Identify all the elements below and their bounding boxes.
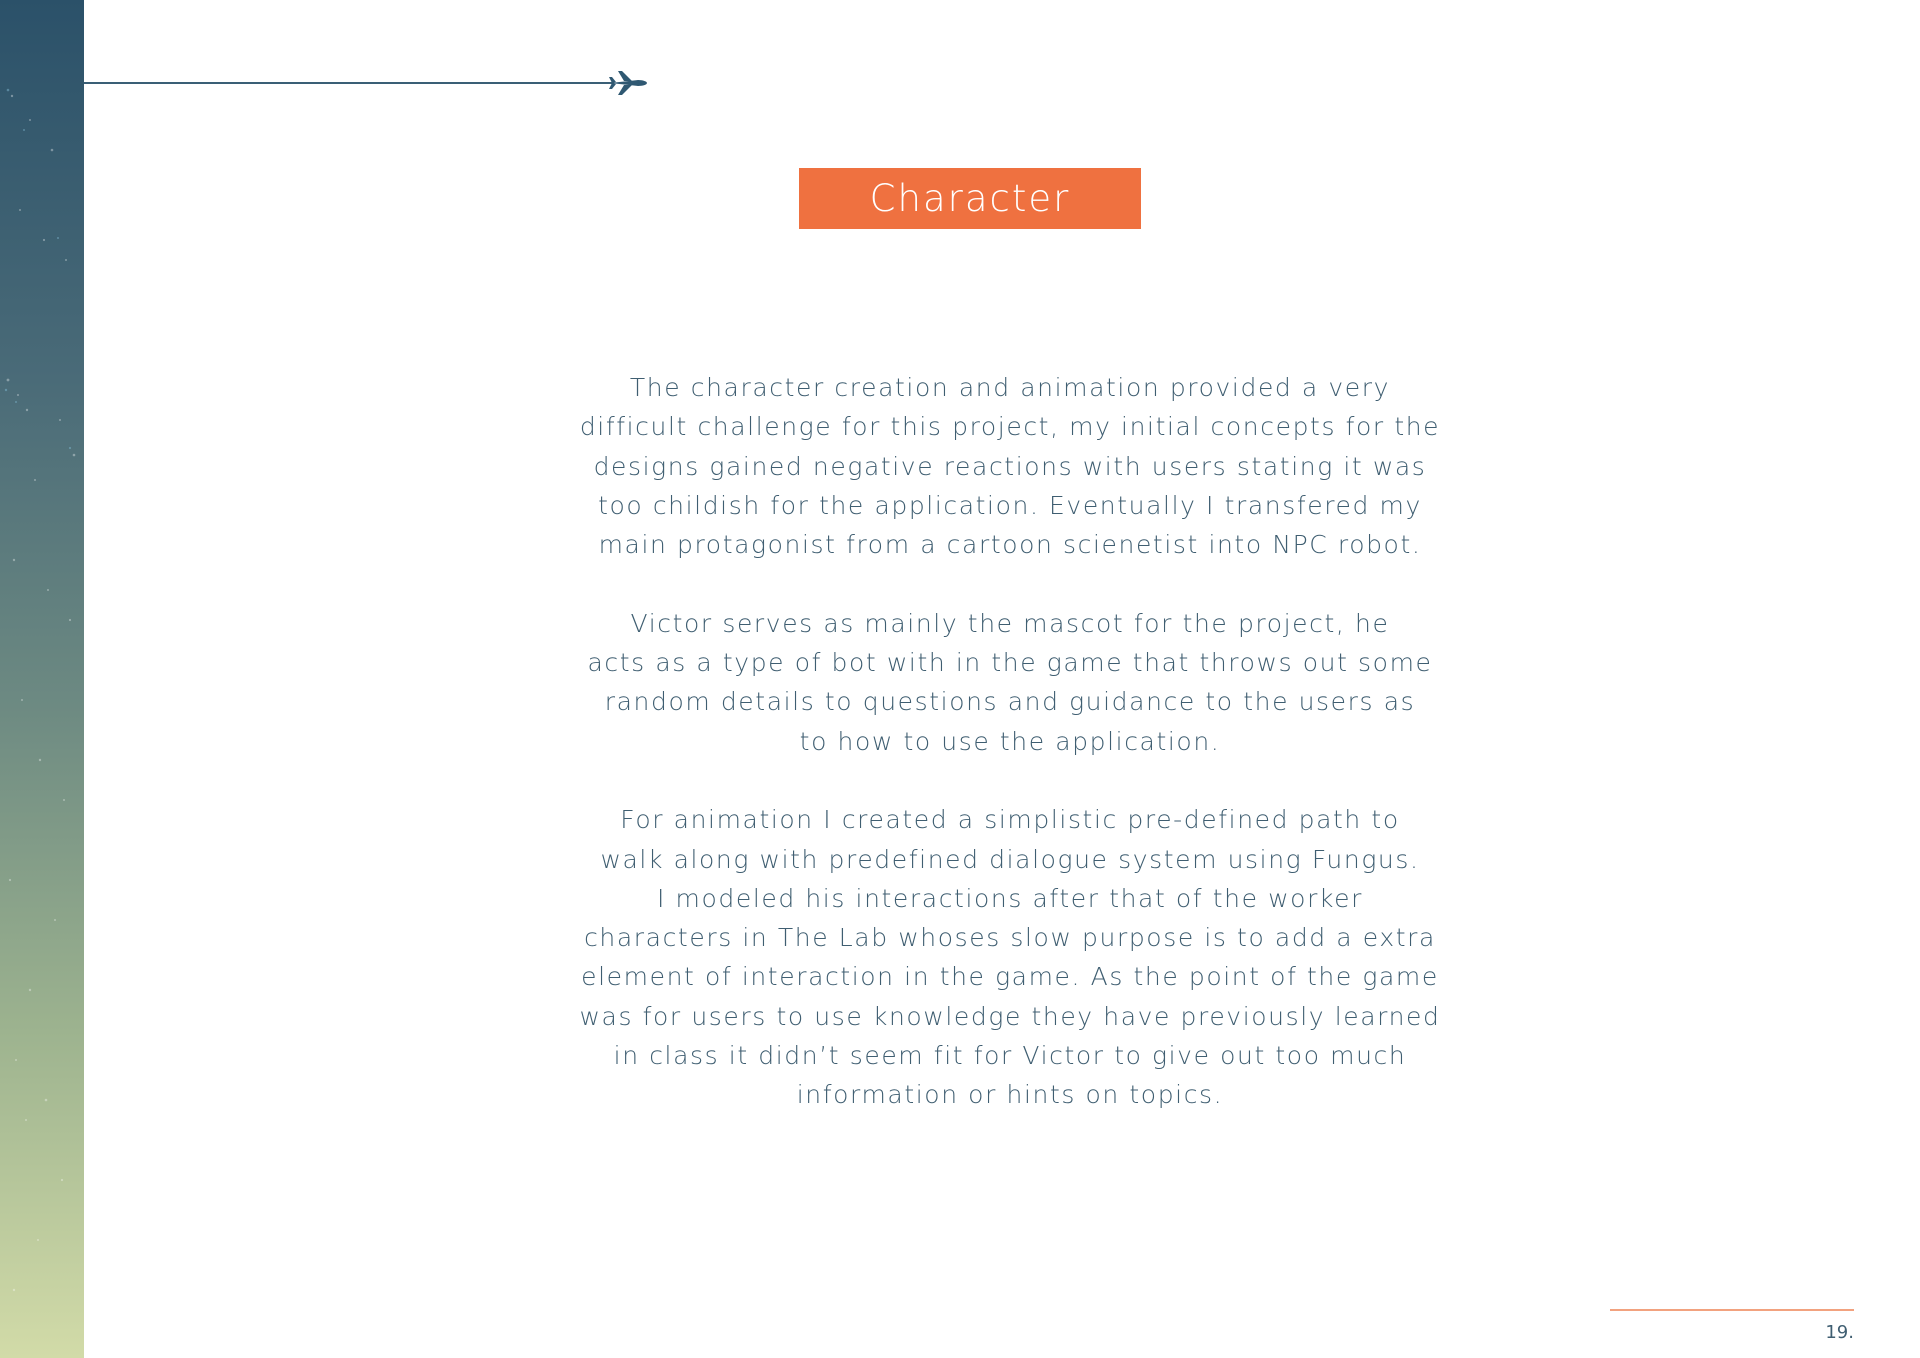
paragraph-animation: For animation I created a simplistic pre-defined path to walk along with predefined dialogue system using Fungus. I modeled his interactions after that of the worker characters in The Lab whoses slow purpose is to add a extra element of interaction in the game. As the point of the game was for users to use knowledge they have previously learned in class it didn’t seem fit for Victor to give out too much information or hints on topics.	[579, 805, 1441, 1110]
body-text	[560, 368, 1460, 1154]
page-number: 19.	[1825, 1322, 1854, 1343]
speckle-texture	[0, 0, 84, 1358]
flight-path-line	[84, 82, 614, 84]
paragraph-victor-mascot: Victor serves as mainly the mascot for the project, he acts as a type of bot with in the game that throws out some random details to questions and guidance to the users as to how to use the application.	[587, 608, 1433, 756]
footer-divider	[1610, 1309, 1854, 1311]
airplane-icon	[608, 69, 648, 97]
paragraph-character-creation: The character creation and animation provided a very difficult challenge for this project, my initial concepts for the designs gained negative reactions with users stating it was too childish for the application. Eventually I transfered my main protagonist from a cartoon scienetist into NPC robot.	[579, 373, 1441, 560]
side-gradient-band	[0, 0, 84, 1358]
section-title-banner	[799, 168, 1141, 229]
section-title: Character	[869, 177, 1071, 220]
